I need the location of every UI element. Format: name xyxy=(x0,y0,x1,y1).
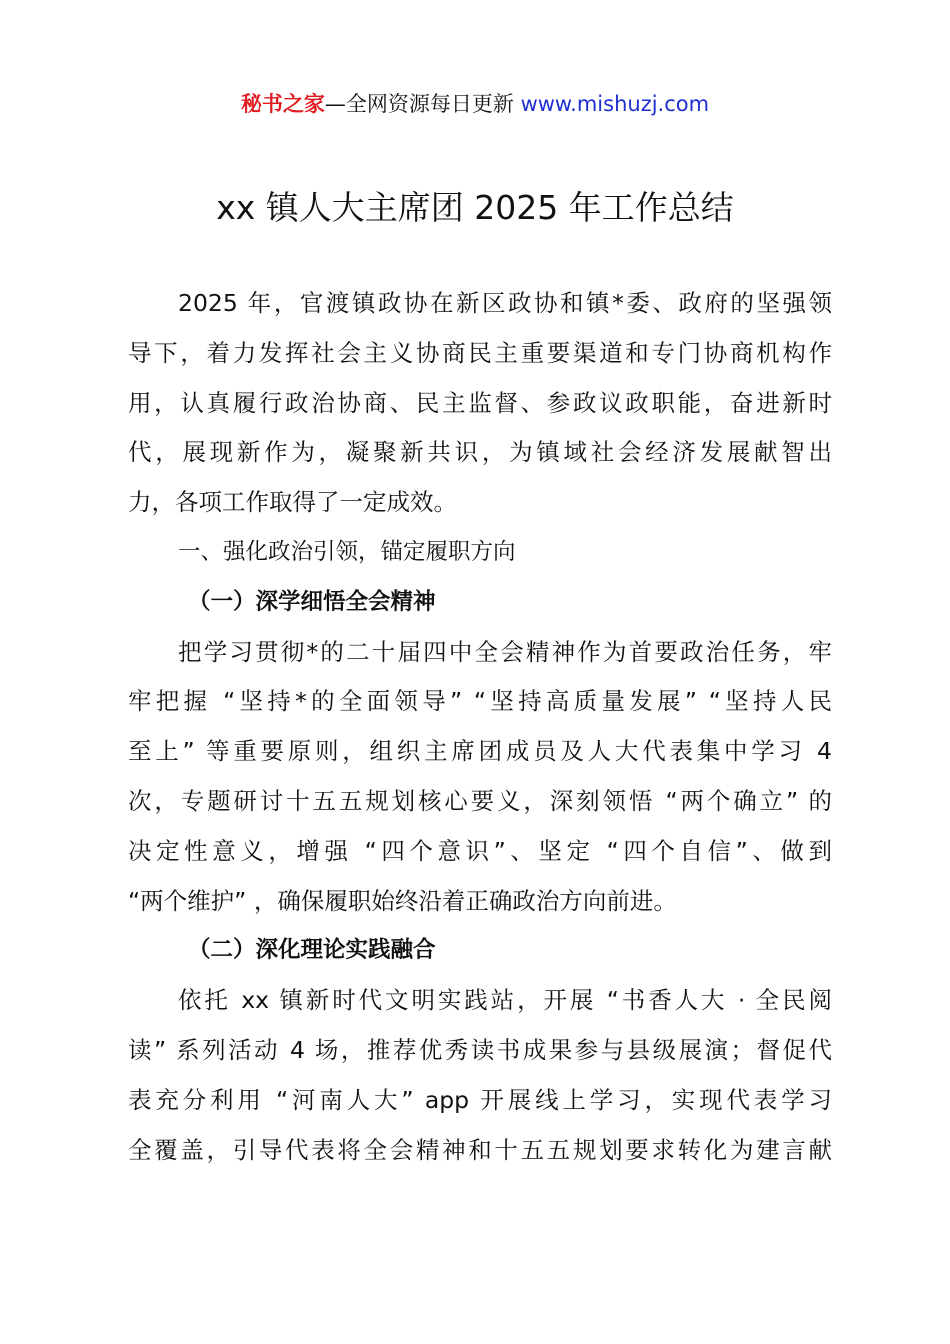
paragraph-line: 导下，着力发挥社会主义协商民主重要渠道和专门协商机构作 xyxy=(128,338,832,367)
paragraph-line: 次，专题研讨十五五规划核心要义，深刻领悟 “两个确立” 的 xyxy=(128,786,832,815)
section-heading: 一、强化政治引领，锚定履职方向 xyxy=(178,538,516,565)
document-title: xx 镇人大主席团 2025 年工作总结 xyxy=(216,188,734,227)
paragraph-line: 读” 系列活动 4 场，推荐优秀读书成果参与县级展演；督促代 xyxy=(128,1035,832,1064)
paragraph-line: 全覆盖，引导代表将全会精神和十五五规划要求转化为建言献 xyxy=(128,1135,832,1164)
paragraph-line: 代，展现新作为，凝聚新共识，为镇域社会经济发展献智出 xyxy=(128,438,832,467)
site-banner xyxy=(0,88,950,118)
paragraph-line: 牢把握 “坚持*的全面领导” “坚持高质量发展” “坚持人民 xyxy=(128,687,832,716)
document-body xyxy=(128,279,832,1175)
brand-name: 秘书之家 xyxy=(240,92,325,116)
paragraph-line: 把学习贯彻*的二十届四中全会精神作为首要政治任务，牢 xyxy=(178,637,832,666)
paragraph-line: 表充分利用 “河南人大” app 开展线上学习，实现代表学习 xyxy=(128,1085,832,1114)
paragraph-line: 2025 年，官渡镇政协在新区政协和镇*委、政府的坚强领 xyxy=(178,289,832,317)
paragraph-line: 决定性意义，增强 “四个意识”、坚定 “四个自信”、做到 xyxy=(128,836,832,865)
paragraph-line: “两个维护” ，确保履职始终沿着正确政治方向前进。 xyxy=(128,886,677,915)
paragraph-line: 至上” 等重要原则，组织主席团成员及人大代表集中学习 4 xyxy=(128,737,832,766)
banner-tagline: —全网资源每日更新 xyxy=(324,92,521,116)
paragraph-line: 力，各项工作取得了一定成效。 xyxy=(128,488,457,517)
paragraph-line: 依托 xx 镇新时代文明实践站，开展 “书香人大 · 全民阅 xyxy=(178,986,832,1015)
site-url-link[interactable]: www.mishuzj.com xyxy=(520,92,710,116)
subsection-heading: （二）深化理论实践融合 xyxy=(188,937,436,964)
subsection-heading: （一）深学细悟全会精神 xyxy=(188,588,436,615)
paragraph-line: 用，认真履行政治协商、民主监督、参政议政职能，奋进新时 xyxy=(128,388,832,417)
